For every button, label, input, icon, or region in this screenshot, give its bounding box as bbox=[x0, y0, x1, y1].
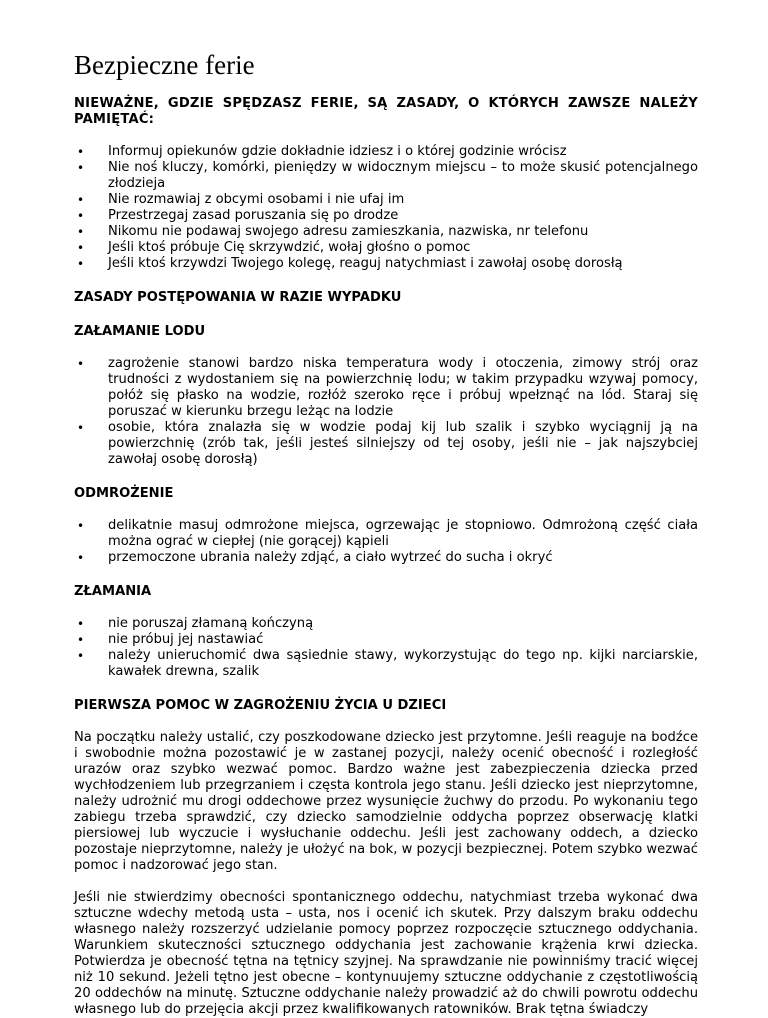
ice-heading: ZAŁAMANIE LODU bbox=[74, 324, 206, 339]
list-item: • Jeśli ktoś krzywdzi Twojego kolegę, reaguj natychmiast i zawołaj osobę dorosłą bbox=[108, 256, 698, 272]
fractures-list bbox=[74, 616, 698, 680]
page-title: Bezpieczne ferie bbox=[74, 50, 255, 80]
first-aid-paragraph-2: Jeśli nie stwierdzimy obecności spontanicznego oddechu, natychmiast trzeba wykonać dwa sztuczne wdechy metodą usta – usta, nos i ocenić ich skutek. Przy dalszym braku oddechu własnego należy rozszerzyć udzielanie pomocy poprzez rozpoczęcie sztucznego oddychania. Warunkiem skuteczności sztucznego oddychania jest zachowanie krążenia krwi dziecka. Potwierdza je obecność tętna na tętnicy szyjnej. Na sprawdzanie nie powinniśmy tracić więcej niż 10 sekund. Jeżeli tętno jest obecne – kontynuujemy sztuczne oddychanie z częstotliwością 20 oddechów na minutę. Sztuczne oddychanie należy prowadzić aż do chwili powrotu oddechu własnego lub do przejęcia akcji przez kwalifikowanych ratowników. Brak tętna świadczy bbox=[74, 890, 698, 1017]
frostbite-list bbox=[74, 518, 698, 566]
list-item: • osobie, która znalazła się w wodzie podaj kij lub szalik i szybko wyciągnij ją na powierzchnię (zrób tak, jeśli jesteś silniejszy od tej osoby, jeśli nie – jak najszybciej zawołaj osobę dorosłą) bbox=[108, 420, 698, 468]
intro-heading: NIEWAŻNE, GDZIE SPĘDZASZ FERIE, SĄ ZASADY, O KTÓRYCH ZAWSZE NALEŻY PAMIĘTAĆ: bbox=[74, 96, 698, 127]
first-aid-paragraph-1: Na początku należy ustalić, czy poszkodowane dziecko jest przytomne. Jeśli reaguje na bodźce i swobodnie można pozostawić je w zastanej pozycji, należy ocenić obecność i rozległość urazów oraz szybko wezwać pomoc. Bardzo ważne jest zabezpieczenia dziecka przed wychłodzeniem lub przegrzaniem i częsta kontrola jego stanu. Jeśli dziecko jest nieprzytomne, należy udrożnić mu drogi oddechowe przez wysunięcie żuchwy do przodu. Po wykonaniu tego zabiegu trzeba sprawdzić, czy dziecko samodzielnie oddycha poprzez obserwację klatki piersiowej lub wyczucie i wysłuchanie oddechu. Jeśli jest zachowany oddech, a dziecko pozostaje nieprzytomne, należy je ułożyć na bok, w pozycji bezpiecznej. Potem szybko wezwać pomoc i nadzorować jego stan. bbox=[74, 730, 698, 873]
first-aid-heading: PIERWSZA POMOC W ZAGROŻENIU ŻYCIA U DZIECI bbox=[74, 698, 447, 713]
ice-list bbox=[74, 356, 698, 468]
list-item: • Nikomu nie podawaj swojego adresu zamieszkania, nazwiska, nr telefonu bbox=[108, 224, 698, 240]
accident-heading: ZASADY POSTĘPOWANIA W RAZIE WYPADKU bbox=[74, 290, 402, 305]
list-item: • delikatnie masuj odmrożone miejsca, ogrzewając je stopniowo. Odmrożoną część ciała można ograć w ciepłej (nie gorącej) kąpieli bbox=[108, 518, 698, 550]
frostbite-heading: ODMROŻENIE bbox=[74, 486, 174, 501]
rules-list bbox=[74, 144, 698, 272]
list-item: • zagrożenie stanowi bardzo niska temperatura wody i otoczenia, zimowy strój oraz trudności z wydostaniem się na powierzchnię lodu; w takim przypadku wzywaj pomocy, połóż się płasko na wodzie, rozłóż szeroko ręce i próbuj wpełznąć na lód. Staraj się poruszać w kierunku brzegu leżąc na lodzie bbox=[108, 356, 698, 420]
document-page bbox=[74, 0, 698, 1018]
list-item: • przemoczone ubrania należy zdjąć, a ciało wytrzeć do sucha i okryć bbox=[108, 550, 698, 566]
list-item: • Jeśli ktoś próbuje Cię skrzywdzić, wołaj głośno o pomoc bbox=[108, 240, 698, 256]
list-item: • Nie rozmawiaj z obcymi osobami i nie ufaj im bbox=[108, 192, 698, 208]
list-item: • Informuj opiekunów gdzie dokładnie idziesz i o której godzinie wrócisz bbox=[108, 144, 698, 160]
list-item: • nie poruszaj złamaną kończyną bbox=[108, 616, 698, 632]
fractures-heading: ZŁAMANIA bbox=[74, 584, 152, 599]
list-item: • Nie noś kluczy, komórki, pieniędzy w widocznym miejscu – to może skusić potencjalnego złodzieja bbox=[108, 160, 698, 192]
list-item: • Przestrzegaj zasad poruszania się po drodze bbox=[108, 208, 698, 224]
list-item: • należy unieruchomić dwa sąsiednie stawy, wykorzystując do tego np. kijki narciarskie, kawałek drewna, szalik bbox=[108, 648, 698, 680]
list-item: • nie próbuj jej nastawiać bbox=[108, 632, 698, 648]
